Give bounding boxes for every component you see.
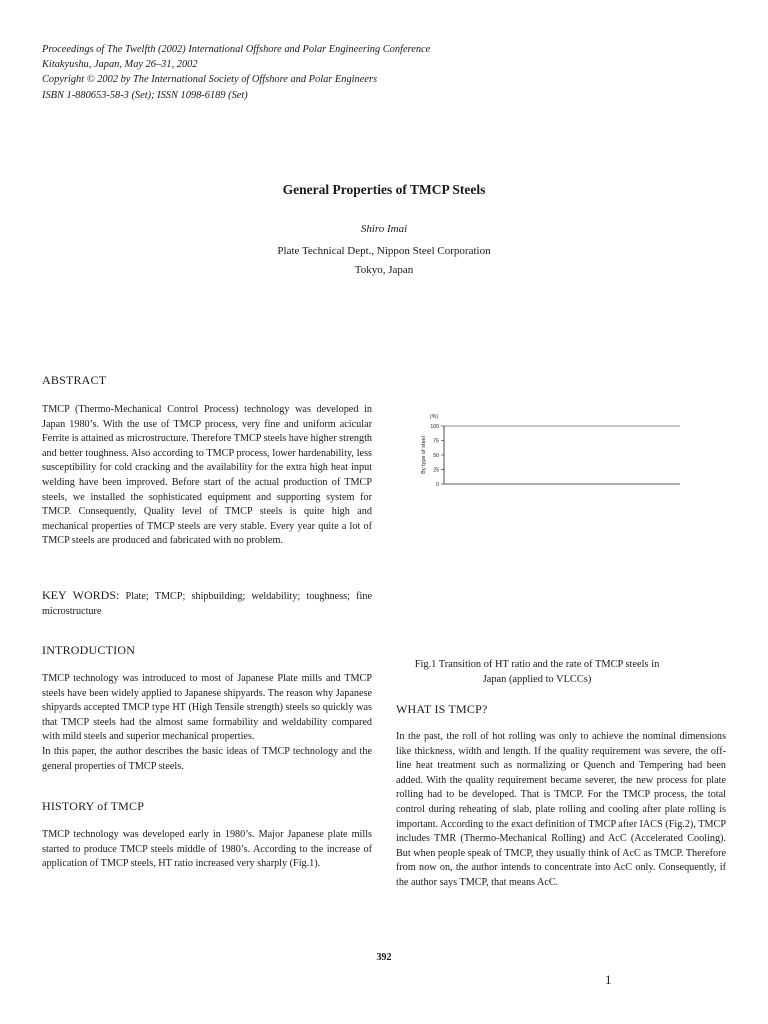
- y-tick-label: 0: [436, 482, 439, 488]
- y-unit: (%): [430, 414, 439, 420]
- author-name: Shiro Imai: [360, 223, 408, 235]
- introduction-text: [42, 672, 372, 774]
- paper-title: General Properties of TMCP Steels: [282, 182, 486, 197]
- what-is-heading: WHAT IS TMCP?: [396, 702, 488, 716]
- proceedings-line: ISBN 1-880653-58-3 (Set); ISSN 1098-6189 (Set): [42, 89, 248, 101]
- y-tick-label: 25: [433, 467, 439, 474]
- page-number: 392: [376, 952, 392, 963]
- proceedings-line: Kitakyushu, Japan, May 26–31, 2002: [42, 59, 198, 71]
- page-index: 1: [605, 972, 612, 987]
- affiliation-block: [0, 242, 768, 280]
- abstract-text: TMCP (Thermo-Mechanical Control Process) technology was developed in Japan 1980’s. With the use of TMCP process, very fine and uniform acicular Ferrite is attained as microstructure. Therefore TMCP steels have higher strength and better toughness. Also according to TMCP process, lower hardenability, less susceptibility for cold cracking and the availability for the extra high heat input welding have been improved. Before start of the actual production of TMCP steels, we installed the sophisticated equipment and supporting system for TMCP. Consequently, Quality level of TMCP steels is quite high and mechanical properties of TMCP steels are very stable. Every year quite a lot of TMCP steels are produced and fabricated with no problem.: [42, 404, 372, 547]
- what-is-text: In the past, the roll of hot rolling was only to achieve the nominal dimensions like thickness, width and length. If the quality requirement was severe, the off-line heat treatment such as normalizing or Quench and Tempering had been added. With the quality requirement became severer, the new process for plate rolling had to be developed. That is TMCP. For the TMCP process, the total control during reheating of slab, plate rolling and cooling after plate rolling is important. According to the exact definition of TMCP after IACS (Fig.2), TMCP includes TMR (Thermo-Mechanical Rolling) and AcC (Accelerated Cooling). But when people speak of TMCP, they usually think of AcC as TMCP. Therefore from now on, the author intends to concentrate into AcC only. Consequently, if the author says TMCP, that means AcC.: [396, 731, 726, 888]
- y-tick-label: 100: [430, 424, 439, 430]
- keywords: [42, 588, 372, 619]
- proceedings-header: [42, 42, 602, 103]
- y-tick-label: 50: [433, 453, 439, 459]
- introduction-heading: INTRODUCTION: [42, 643, 136, 657]
- introduction-paragraph: In this paper, the author describes the basic ideas of TMCP technology and the general properties of TMCP steels.: [42, 745, 372, 772]
- y-axis-label: By type of steel: [421, 436, 427, 474]
- keywords-text: Plate; TMCP; shipbuilding; weldability; toughness; fine microstructure: [42, 591, 372, 617]
- introduction-paragraph: TMCP technology was introduced to most of Japanese Plate mills and TMCP steels have been widely applied to Japanese shipyards. The reason why Japanese shipyards accepted TMCP type HT (High Tensile strength) steels so quickly was that TMCP steels had the almost same formability and weldability compared with mild steels and superior mechanical properties.: [42, 673, 372, 743]
- proceedings-line: Copyright © 2002 by The International Society of Offshore and Polar Engineers: [42, 74, 378, 86]
- abstract-heading: ABSTRACT: [42, 373, 107, 387]
- history-heading: HISTORY of TMCP: [42, 799, 145, 813]
- keywords-label: KEY WORDS:: [42, 588, 120, 602]
- figure-1: [398, 370, 698, 658]
- chart-by-type-of-steel: [421, 414, 680, 488]
- affiliation: Plate Technical Dept., Nippon Steel Corporation: [277, 245, 491, 257]
- figure-caption: Fig.1 Transition of HT ratio and the rate of TMCP steels in Japan (applied to VLCCs): [414, 659, 660, 685]
- proceedings-line: Proceedings of The Twelfth (2002) International Offshore and Polar Engineering Conference: [42, 44, 431, 55]
- location: Tokyo, Japan: [354, 264, 414, 276]
- history-text: TMCP technology was developed early in 1980’s. Major Japanese plate mills started to produce TMCP steels middle of 1980’s. According to the increase of application of TMCP steels, HT ratio increased very sharply (Fig.1).: [42, 829, 372, 870]
- y-tick-label: 75: [433, 438, 439, 445]
